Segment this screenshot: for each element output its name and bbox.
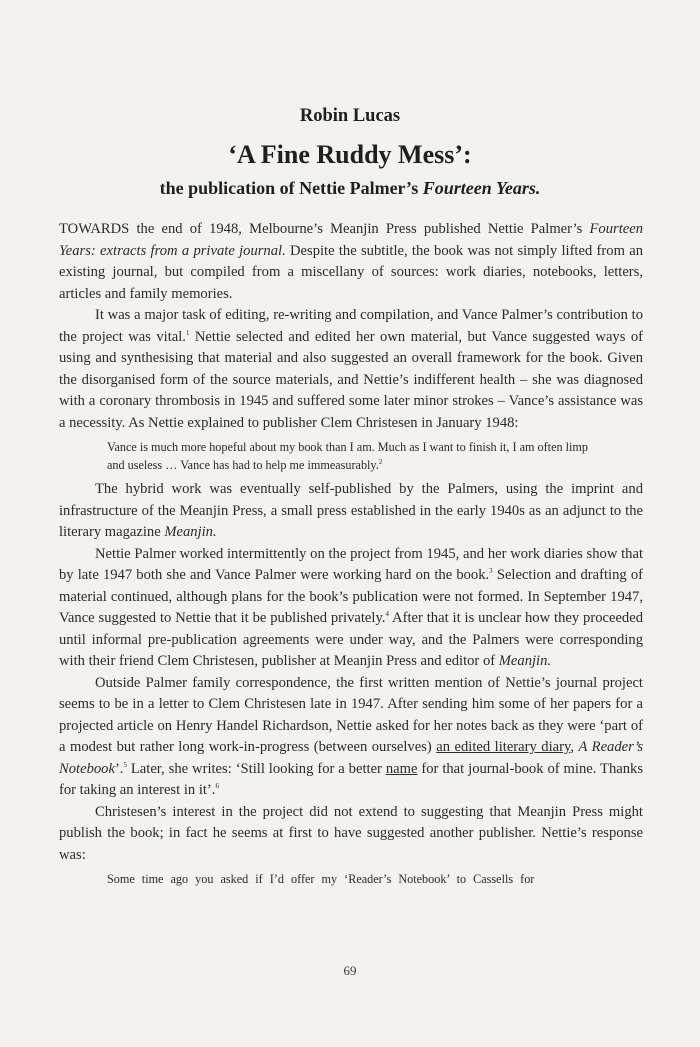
footnote-ref: 6 [215, 782, 219, 791]
paragraph-2 [59, 305, 643, 434]
quote-text: Vance is much more hopeful about my book than I am. Much as I want to finish it, I am often limp and useless … Vance has had to help me immeasurably. [107, 440, 588, 472]
article-subtitle [0, 178, 700, 199]
paragraph-6 [59, 802, 643, 867]
text: Outside Palmer family correspondence, the first written mention of Nettie’s journal project seems to be in a letter to Clem Christesen late in 1947. After sending him some of her papers for a projected article on Henry Handel Richardson, Nettie asked for her notes back as they were ‘part of a modest but rather long work-in-progress (between ourselves) [59, 674, 643, 755]
paragraph-3 [59, 479, 643, 544]
paragraph-5 [59, 673, 643, 802]
subtitle-text: the publication of Nettie Palmer’s [159, 178, 423, 198]
text: Later, she writes: ‘Still looking for a better [126, 760, 386, 777]
underlined-text: an edited literary diary [436, 739, 571, 755]
footnote-ref: 2 [378, 457, 383, 466]
text: Nettie selected and edited her own material, but Vance suggested ways of using and synthesising that material and also suggested an overall framework for the book. Given the disorganised form of the source materials, and Nettie’s indifferent health – she was diagnosed with a coronary thrombosis in 1945 and suffered some later minor strokes – Vance’s assistance was a necessity. As Nettie explained to publisher Clem Christesen in January 1948: [59, 328, 643, 431]
text: , [570, 739, 579, 755]
article-body [59, 219, 643, 893]
footnote-ref: 3 [489, 567, 493, 576]
underlined-text: name [385, 760, 418, 777]
block-quote [107, 438, 607, 474]
text: Christesen’s interest in the project did not extend to suggesting that Meanjin Press might publish the book; in fact he seems at first to have suggested another publisher. Nettie’s response was: [59, 803, 643, 863]
paragraph-1 [59, 219, 643, 305]
book-title: Fourteen Years: extracts from a private journal. [59, 221, 643, 259]
footnote-ref: 5 [123, 760, 127, 769]
block-quote-continued: Some time ago you asked if I’d offer my ‘Reader’s Notebook’ to Cassells for [107, 872, 535, 886]
text: ’. [114, 760, 124, 777]
text: Nettie Palmer worked intermittently on the project from 1945, and her work diaries show that by late 1947 both she and Vance Palmer were working hard on the book. [59, 545, 643, 583]
text: for that journal-book of mine. Thanks for taking an interest in it’. [59, 760, 643, 798]
text: The hybrid work was eventually self-published by the Palmers, using the imprint and infrastructure of the Meanjin Press, a small press established in the early 1940s as an adjunct to the literary magazine [59, 481, 643, 540]
book-title: A Reader’s Notebook [59, 739, 643, 777]
footnote-ref: 1 [185, 328, 190, 337]
subtitle-italic: Fourteen Years. [422, 178, 541, 198]
text: Selection and drafting of material continued, although plans for the book’s publication were not formed. In September 1947, Vance suggested to Nettie that it be published privately. [59, 567, 644, 626]
paragraph-4 [59, 544, 643, 673]
article-title: ‘A Fine Ruddy Mess’: [228, 140, 472, 169]
magazine-title: Meanjin. [164, 524, 217, 540]
text: It was a major task of editing, re-writing and compilation, and Vance Palmer’s contribution to the project was vital. [59, 307, 643, 345]
text: Despite the subtitle, the book was not simply lifted from an existing journal, but compiled from a miscellany of sources: work diaries, notebooks, letters, articles and family memories. [59, 242, 643, 302]
footnote-ref: 4 [385, 610, 389, 619]
text: TOWARDS the end of 1948, Melbourne’s Meanjin Press published Nettie Palmer’s [59, 221, 590, 237]
text: After that it is unclear how they proceeded until informal pre-publication agreements were under way, and the Palmers were corresponding with their friend Clem Christesen, publisher at Meanjin Press and editor of [59, 610, 643, 669]
page-number: 69 [343, 963, 357, 978]
magazine-title: Meanjin. [498, 653, 552, 669]
author-name: Robin Lucas [299, 106, 401, 126]
